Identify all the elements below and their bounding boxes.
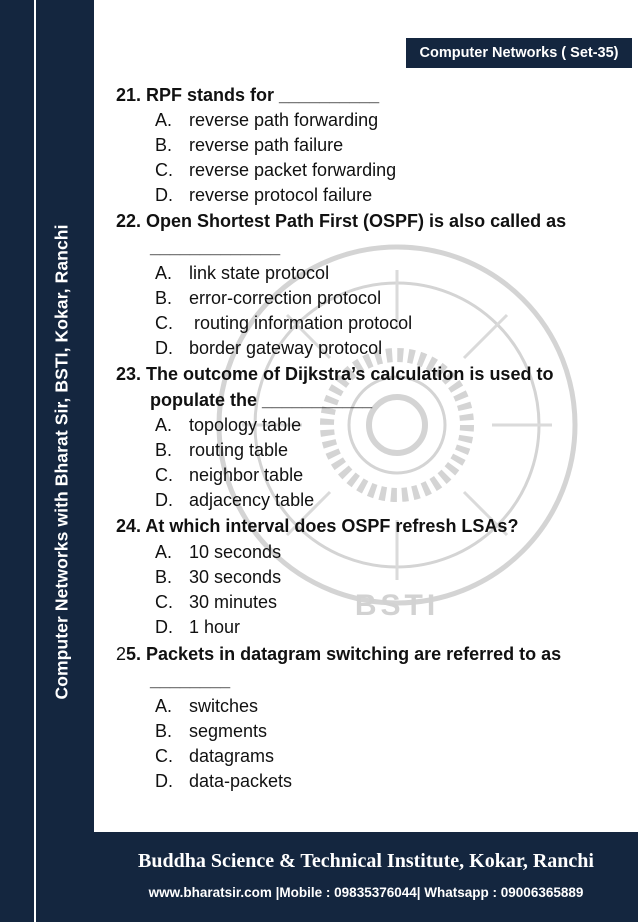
institute-name: Buddha Science & Technical Institute, Kokar, Ranchi [137,850,594,872]
option-text: reverse path forwarding [189,110,379,130]
option-25-a [155,695,258,717]
option-letter: B. [155,567,173,587]
option-text: link state protocol [189,263,330,283]
option-text: error-correction protocol [189,288,382,308]
option-letter: D. [155,617,173,637]
option-letter: B. [155,440,173,460]
option-22-a [155,262,329,284]
question-25-prefix: 2 [116,644,127,664]
option-text: 30 minutes [189,592,278,612]
option-letter: D. [155,185,173,205]
option-text: topology table [189,415,302,435]
question-25 [116,643,561,665]
set-badge: Computer Networks ( Set-35) [406,38,632,68]
option-letter: B. [155,288,173,308]
option-letter: A. [155,110,173,130]
question-22-blank: _____________ [150,237,281,257]
option-letter: A. [155,263,173,283]
sidebar-title: Computer Networks with Bharat Sir, BSTI, Kokar, Ranchi [51,224,72,700]
option-letter: C. [155,313,173,333]
option-text: reverse path failure [189,135,344,155]
option-text: routing information protocol [189,313,413,333]
option-text: routing table [189,440,289,460]
option-letter: C. [155,746,173,766]
option-text: adjacency table [189,490,315,510]
option-text: data-packets [189,771,293,791]
option-text: 1 hour [189,617,241,637]
footer-bar [94,832,638,922]
option-21-a [155,109,378,131]
option-text: segments [189,721,268,741]
option-23-d [155,489,314,511]
watermark-text: BSTI [354,589,440,622]
option-letter: B. [155,721,173,741]
option-letter: A. [155,542,173,562]
option-letter: A. [155,696,173,716]
option-24-a [155,541,281,563]
option-text: datagrams [189,746,275,766]
option-letter: A. [155,415,173,435]
option-23-c [155,464,303,486]
option-text: reverse packet forwarding [189,160,397,180]
question-21: 21. RPF stands for __________ [116,85,380,105]
question-23: 23. The outcome of Dijkstra’s calculation is used to [116,364,554,384]
option-text: border gateway protocol [189,338,383,358]
question-25-blank: ________ [150,670,231,690]
question-25-text: 5. Packets in datagram switching are referred to as [126,644,562,664]
contact-info: www.bharatsir.com |Mobile : 09835376044| Whatsapp : 09006365889 [148,885,584,900]
option-25-d [155,770,292,792]
option-text: reverse protocol failure [189,185,373,205]
option-21-d [155,184,372,206]
option-letter: D. [155,490,173,510]
option-25-c [155,745,274,767]
option-24-d [155,616,240,638]
option-21-b [155,134,343,156]
option-letter: C. [155,465,173,485]
question-22: 22. Open Shortest Path First (OSPF) is also called as [116,211,567,231]
option-letter: D. [155,338,173,358]
option-letter: B. [155,135,173,155]
option-text: 10 seconds [189,542,282,562]
option-24-b [155,566,281,588]
option-21-c [155,159,396,181]
option-25-b [155,720,267,742]
option-24-c [155,591,277,613]
option-22-c [155,312,412,334]
option-letter: C. [155,160,173,180]
option-23-b [155,439,288,461]
option-23-a [155,414,301,436]
option-text: neighbor table [189,465,304,485]
option-22-b [155,287,381,309]
question-23-cont: populate the ___________ [150,390,373,410]
option-letter: C. [155,592,173,612]
option-text: switches [189,696,259,716]
question-24: 24. At which interval does OSPF refresh LSAs? [116,516,519,536]
option-text: 30 seconds [189,567,282,587]
option-22-d [155,337,382,359]
option-letter: D. [155,771,173,791]
